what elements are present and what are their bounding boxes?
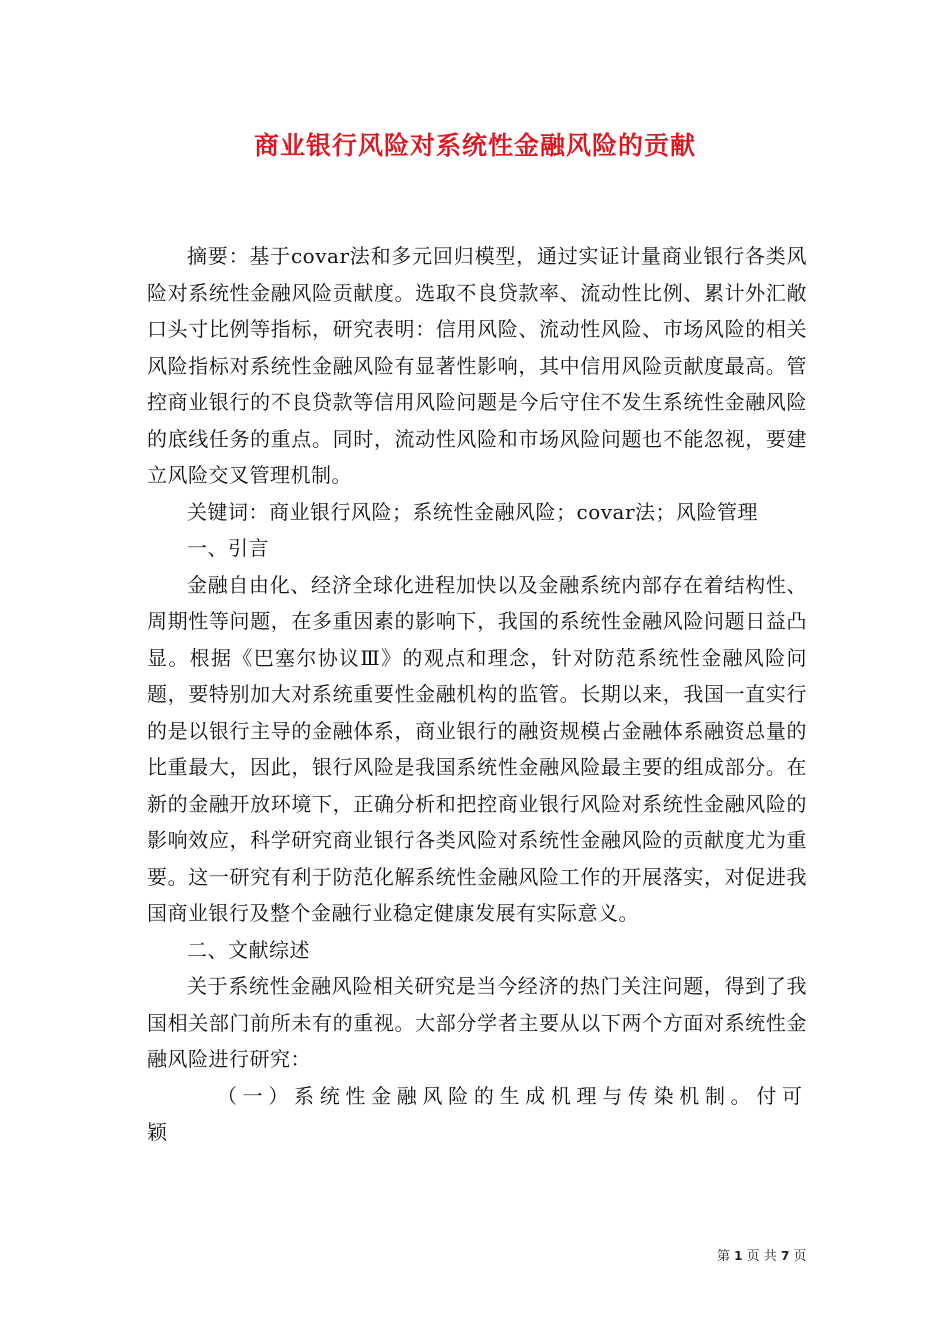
- keywords-paragraph: 关键词：商业银行风险；系统性金融风险；covar法；风险管理: [187, 499, 759, 524]
- page-number-footer: [717, 1245, 806, 1264]
- introduction-paragraph: 金融自由化、经济全球化进程加快以及金融系统内部存在着结构性、周期性等问题，在多重因素的影响下，我国的系统性金融风险问题日益凸显。根据《巴塞尔协议Ⅲ》的观点和理念，针对防范系统性金融风险问题，要特别加大对系统重要性金融机构的监管。长期以来，我国一直实行的是以银行主导的金融体系，商业银行的融资规模占金融体系融资总量的比重最大，因此，银行风险是我国系统性金融风险最主要的组成部分。在新的金融开放环境下，正确分析和把控商业银行风险对系统性金融风险的影响效应，科学研究商业银行各类风险对系统性金融风险的贡献度尤为重要。这一研究有利于防范化解系统性金融风险工作的开展落实，对促进我国商业银行及整个金融行业稳定健康发展有实际意义。: [147, 572, 807, 925]
- section-heading-literature-review: 二、文献综述: [187, 937, 310, 962]
- document-title: 商业银行风险对系统性金融风险的贡献: [253, 131, 696, 160]
- footer-suffix: 页: [793, 1249, 807, 1264]
- literature-review-paragraph: 关于系统性金融风险相关研究是当今经济的热门关注问题，得到了我国相关部门前所未有的重视。大部分学者主要从以下两个方面对系统性金融风险进行研究：: [147, 974, 807, 1071]
- subsection-paragraph: （一）系统性金融风险的生成机理与传染机制。付可颖: [147, 1083, 807, 1144]
- document-body: [147, 238, 807, 1151]
- footer-current-page: 1: [734, 1249, 743, 1263]
- footer-total-pages: 7: [780, 1249, 790, 1263]
- abstract-paragraph: 摘要：基于covar法和多元回归模型，通过实证计量商业银行各类风险对系统性金融风险贡献度。选取不良贷款率、流动性比例、累计外汇敞口头寸比例等指标，研究表明：信用风险、流动性风险、市场风险的相关风险指标对系统性金融风险有显著性影响，其中信用风险贡献度最高。管控商业银行的不良贷款等信用风险问题是今后守住不发生系统性金融风险的底线任务的重点。同时，流动性风险和市场风险问题也不能忽视，要建立风险交叉管理机制。: [147, 244, 807, 487]
- footer-prefix: 第: [717, 1249, 731, 1264]
- section-heading-introduction: 一、引言: [187, 536, 269, 560]
- footer-middle: 页 共: [746, 1249, 777, 1264]
